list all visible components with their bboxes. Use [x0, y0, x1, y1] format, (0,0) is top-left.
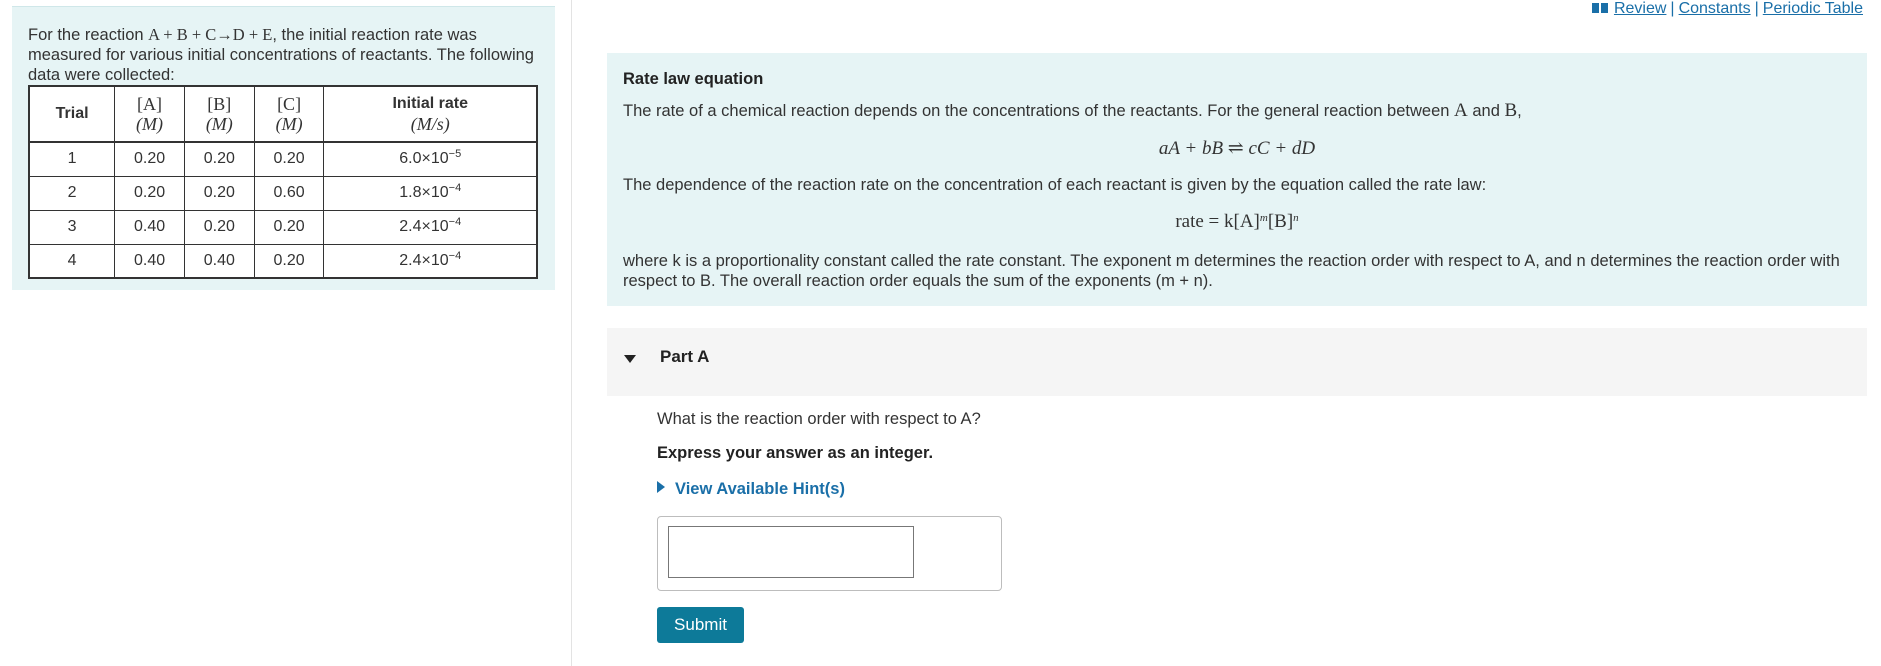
constants-link[interactable]: Constants — [1678, 0, 1751, 17]
cell-a: 0.20 — [115, 176, 185, 210]
general-reaction-equation: aA + bB ⇌ cC + dD — [1158, 138, 1316, 159]
table-row — [29, 176, 537, 210]
answer-instruction: Express your answer as an integer. — [657, 444, 934, 462]
cell-b: 0.20 — [184, 142, 254, 176]
cell-c: 0.20 — [254, 142, 324, 176]
book-icon — [1592, 2, 1608, 14]
rate-law-title: Rate law equation — [623, 70, 764, 88]
cell-b: 0.40 — [184, 244, 254, 278]
cell-trial: 2 — [29, 176, 115, 210]
cell-a: 0.40 — [115, 210, 185, 244]
table-header-row — [29, 86, 537, 142]
column-divider — [571, 0, 572, 666]
cell-rate: $6.0\times 10^{-5}$ — [324, 142, 537, 176]
cell-rate: $1.8\times 10^{-4}$ — [324, 176, 537, 210]
cell-a: 0.20 — [115, 142, 185, 176]
rate-data-table — [28, 85, 538, 279]
rate-law-paragraph-3: where k is a proportionality constant called the rate constant. The exponent m determines the reaction order with respect to A, and n determines the reaction order with respect to B. The overall reaction order equals the sum of the exponents (m + n). — [623, 252, 1840, 290]
answer-input[interactable] — [668, 526, 914, 578]
link-separator: | — [1670, 0, 1675, 17]
review-link[interactable]: Review — [1613, 0, 1667, 17]
rate-law-paragraph-2: The dependence of the reaction rate on the concentration of each reactant is given by the equation called the rate law: — [623, 176, 1487, 194]
rate-law-equation: rate = $k[A]^m[B]^n$ — [1175, 211, 1299, 232]
hint-link-label: View Available Hint(s) — [675, 480, 845, 498]
problem-intro — [28, 25, 548, 85]
view-hints-link[interactable] — [657, 480, 845, 499]
header-trial: Trial — [29, 86, 115, 142]
header-b: [B] (M) — [184, 86, 254, 142]
cell-c: 0.20 — [254, 244, 324, 278]
part-a-question: What is the reaction order with respect to A? — [657, 410, 981, 428]
link-separator: | — [1754, 0, 1759, 17]
intro-text-after: , the initial reaction rate was measured for various initial concentrations of reactants. The following data were collected: — [28, 26, 534, 84]
part-a-header[interactable] — [607, 328, 1867, 396]
cell-trial: 3 — [29, 210, 115, 244]
cell-a: 0.40 — [115, 244, 185, 278]
cell-c: 0.60 — [254, 176, 324, 210]
table-row — [29, 210, 537, 244]
part-a-label: Part A — [660, 347, 710, 366]
intro-text-before: For the reaction — [28, 26, 144, 44]
periodic-table-link[interactable]: Periodic Table — [1762, 0, 1863, 17]
cell-b: 0.20 — [184, 210, 254, 244]
cell-c: 0.20 — [254, 210, 324, 244]
cell-trial: 1 — [29, 142, 115, 176]
caret-down-icon[interactable] — [624, 355, 636, 363]
table-row — [29, 244, 537, 278]
caret-right-icon — [657, 481, 665, 493]
problem-panel — [12, 6, 555, 290]
rate-law-paragraph-1: The rate of a chemical reaction depends on the concentrations of the reactants. For the general reaction between A and B, — [623, 100, 1522, 121]
cell-trial: 4 — [29, 244, 115, 278]
answer-container — [657, 516, 1002, 591]
header-c: [C] (M) — [254, 86, 324, 142]
table-row — [29, 142, 537, 176]
header-a: [A] (M) — [115, 86, 185, 142]
reaction-equation: A + B + C→D + E — [148, 25, 273, 44]
submit-button[interactable]: Submit — [657, 607, 744, 643]
header-initial-rate: Initial rate (M/s) — [324, 86, 537, 142]
rate-law-panel — [607, 53, 1867, 306]
cell-rate: $2.4\times 10^{-4}$ — [324, 210, 537, 244]
top-links — [1592, 0, 1863, 18]
cell-b: 0.20 — [184, 176, 254, 210]
cell-rate: $2.4\times 10^{-4}$ — [324, 244, 537, 278]
